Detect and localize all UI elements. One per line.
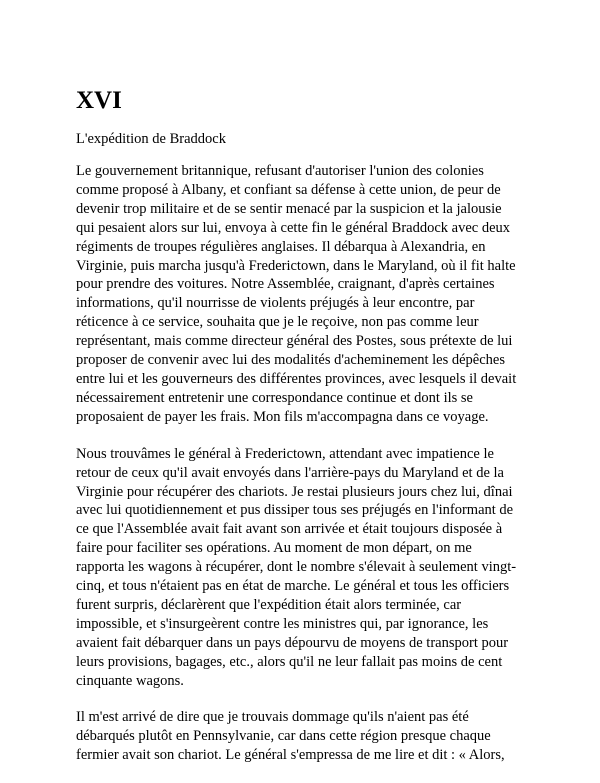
paragraph — [76, 445, 528, 691]
text-line: nécessairement entretenir une correspondance continue et dont ils se — [76, 389, 473, 406]
text-line: Virginie, puis marcha jusqu'à Frederictown, dans le Maryland, où il fit halte — [76, 257, 516, 274]
text-line: impossible, et s'insurgeèrent contre les ministres qui, par ignorance, les — [76, 615, 489, 632]
chapter-title: L'expédition de Braddock — [76, 131, 226, 147]
text-line: rapporta les wagons à récupérer, dont le nombre s'élevait à seulement vingt- — [76, 559, 517, 576]
body-text — [76, 162, 528, 765]
text-line: Il m'est arrivé de dire que je trouvais dommage qu'ils n'aient pas été — [76, 709, 469, 726]
text-line: comme proposé à Albany, et confiant sa défense à cette union, de peur de — [76, 181, 501, 198]
text-line: débarqués plutôt en Pennsylvanie, car dans cette région presque chaque — [76, 728, 491, 745]
paragraph — [76, 708, 528, 765]
text-line: Nous trouvâmes le général à Frederictown, attendant avec impatience le — [76, 445, 494, 462]
text-line: avaient fait débarquer dans un pays dépourvu de moyens de transport pour — [76, 634, 509, 651]
text-line: devenir trop militaire et de se sentir menacé par la suspicion et la jalousie — [76, 200, 502, 217]
paragraph — [76, 162, 528, 427]
text-line: ce que l'Assemblée avait fait avant son arrivée et était toujours disposée à — [76, 521, 503, 538]
text-line: entre lui et les gouverneurs des différentes provinces, avec lesquels il devait — [76, 370, 517, 387]
text-line: leurs provisions, bagages, etc., alors qu'il ne leur fallait pas moins de cent — [76, 653, 503, 670]
text-line: informations, qu'il nourrisse de violents préjugés à leur encontre, par — [76, 295, 475, 312]
document-page — [76, 86, 528, 783]
text-line: cinquante wagons. — [76, 672, 184, 689]
text-line: réticence à ce service, souhaita que je le reçoive, non pas comme leur — [76, 314, 479, 331]
text-line: faire pour faciliter ses opérations. Au moment de mon départ, on me — [76, 540, 472, 557]
text-line: proposer de convenir avec lui des modalités d'acheminement les dépêches — [76, 352, 505, 369]
text-line: retour de ceux qu'il avait envoyés dans l'arrière-pays du Maryland et de la — [76, 464, 504, 481]
text-line: représentant, mais comme directeur général des Postes, sous prétexte de lui — [76, 333, 513, 350]
text-line: régiments de troupes régulières anglaises. Il débarqua à Alexandria, en — [76, 238, 486, 255]
text-line: proposaient de payer les frais. Mon fils m'accompagna dans ce voyage. — [76, 408, 489, 425]
text-line: cinq, et tous n'étaient pas en état de marche. Le général et tous les officiers — [76, 578, 510, 595]
text-line: Virginie pour récupérer des chariots. Je restai plusieurs jours chez lui, dînai — [76, 483, 513, 500]
text-line: fermier avait son chariot. Le général s'empressa de me lire et dit : « Alors, — [76, 747, 505, 764]
text-line: avec lui quotidiennement et pus dissiper tous ses préjugés en l'informant de — [76, 502, 514, 519]
text-line: pour prendre des voitures. Notre Assemblée, craignant, d'après certaines — [76, 276, 495, 293]
text-line: Le gouvernement britannique, refusant d'autoriser l'union des colonies — [76, 163, 484, 179]
text-line: qui pesaient alors sur lui, envoya à cette fin le général Braddock avec deux — [76, 219, 511, 236]
text-line: furent surpris, déclarèrent que l'expédition était alors terminée, car — [76, 596, 462, 613]
chapter-number: XVI — [76, 87, 122, 114]
